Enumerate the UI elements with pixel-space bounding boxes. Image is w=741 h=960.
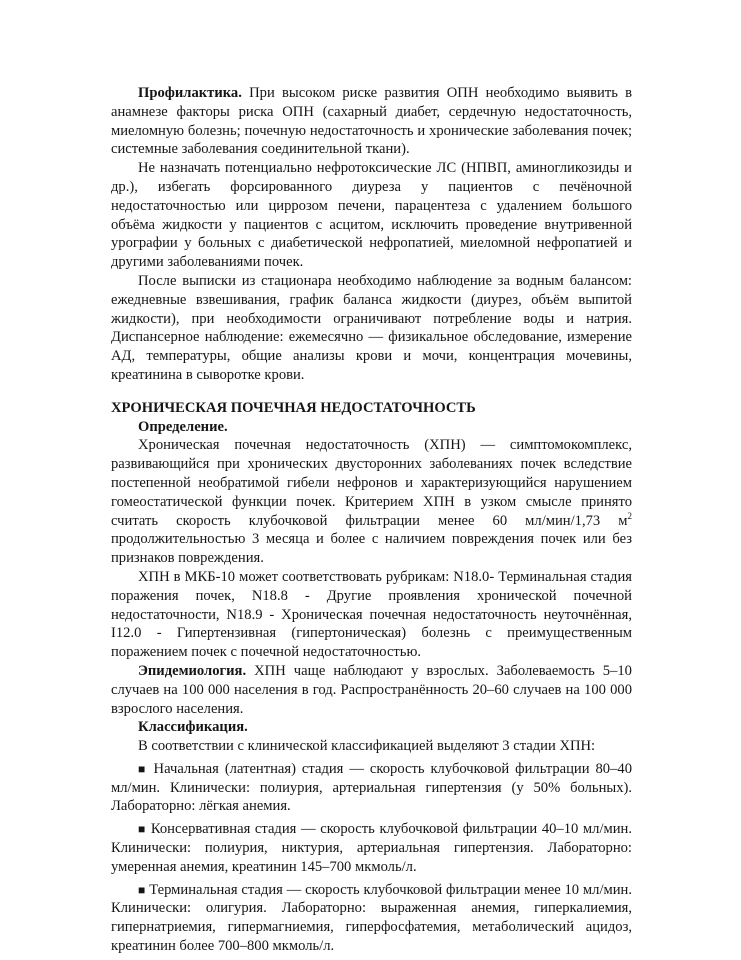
prevention-paragraph-2: Не назначать потенциально нефротоксические ЛС (НПВП, аминогликозиды и др.), избегать форсированного диуреза у пациентов с печёночной недостаточностью или циррозом печени, парацентеза с удалением большого объёма жидкости у пациентов с асцитом, исключить проведение внутривенной урографии у больных с диабетической нефропатией, миеломной нефропатией и другими заболеваниями почек.	[111, 160, 632, 271]
classification-title-line	[111, 718, 632, 737]
epidemiology-text: ХПН чаще наблюдают у взрослых. Заболеваемость 5–10 случаев на 100 000 населения в год. Распространённость 20–60 случаев на 100 000 взрослого населения.	[111, 662, 632, 717]
stage-text-2: Консервативная стадия — скорость клубочковой фильтрации 40–10 мл/мин. Клинически: полиурия, никтурия, артериальная гипертензия. Лабораторно: умеренная анемия, креатинин 145–700 мкмоль/л.	[111, 821, 633, 875]
superscript-2: 2	[627, 510, 632, 521]
stage-text-3: Терминальная стадия — скорость клубочковой фильтрации менее 10 мл/мин. Клинически: олигурия. Лабораторно: выраженная анемия, гиперкалиемия, гипернатриемия, гипермагниемия, гиперфосфатемия, метаболический ацидоз, креатинин более 700–800 мкмоль/л.	[111, 881, 633, 955]
prevention-paragraph-1	[111, 84, 632, 159]
classification-intro: В соответствии с клинической классификацией выделяют 3 стадии ХПН:	[138, 738, 596, 755]
bullet-square-icon: ■	[138, 882, 146, 897]
prevention-text-1: При высоком риске развития ОПН необходимо выявить в анамнезе факторы риска ОПН (сахарный диабет, сердечную недостаточность, миеломную болезнь; почечную недостаточность и хронические заболевания почек; системные заболевания соединительной ткани).	[111, 85, 632, 158]
definition-title-line	[111, 418, 632, 437]
stage-item-1	[111, 760, 632, 816]
icd-paragraph: ХПН в МКБ-10 может соответствовать рубрикам: N18.0- Терминальная стадия поражения почек, N18.8 - Другие проявления хронической почечной недостаточности, N18.9 - Хроническая почечная недостаточность неуточнённая, I12.0 - Гипертензивная (гипертоническая) болезнь с преимущественным поражением почек с почечной недостаточностью.	[111, 568, 632, 661]
bullet-square-icon: ■	[138, 761, 148, 776]
stage-item-3	[111, 881, 632, 956]
document-page	[111, 84, 632, 956]
definition-text-b: продолжительностью 3 месяца и более с наличием повреждения почек или без признаков повреждения.	[111, 531, 632, 567]
section-heading: ХРОНИЧЕСКАЯ ПОЧЕЧНАЯ НЕДОСТАТОЧНОСТЬ	[111, 399, 476, 416]
prevention-paragraph-3: После выписки из стационара необходимо наблюдение за водным балансом: ежедневные взвешивания, график баланса жидкости (диурез, объём выпитой жидкости), при необходимости ограничивают потребление воды и натрия. Диспансерное наблюдение: ежемесячно — физикальное обследование, измерение АД, температуры, общие анализы крови и мочи, концентрация мочевины, креатинина в сыворотке крови.	[111, 272, 632, 383]
classification-title: Классификация.	[138, 719, 248, 736]
bullet-square-icon: ■	[138, 822, 147, 837]
prevention-title: Профилактика.	[138, 85, 242, 101]
epidemiology-paragraph	[111, 662, 632, 718]
stage-item-2	[111, 820, 632, 876]
definition-text-a: Хроническая почечная недостаточность (ХПН) — симптомокомплекс, развивающийся при хронических двусторонних заболеваниях почек вследствие постепенной необратимой гибели нефронов и характеризующийся нарушением гомеостатической функции почек. Критерием ХПН в узком смысле принято считать скорость клубочковой фильтрации менее 60 мл/мин/1,73 м	[111, 437, 632, 529]
definition-paragraph	[111, 436, 632, 568]
stage-text-1: Начальная (латентная) стадия — скорость клубочковой фильтрации 80–40 мл/мин. Клинически: полиурия, артериальная гипертензия (у 50% больных). Лабораторно: лёгкая анемия.	[111, 760, 632, 815]
epidemiology-title: Эпидемиология.	[138, 662, 247, 679]
definition-title: Определение.	[138, 418, 228, 435]
